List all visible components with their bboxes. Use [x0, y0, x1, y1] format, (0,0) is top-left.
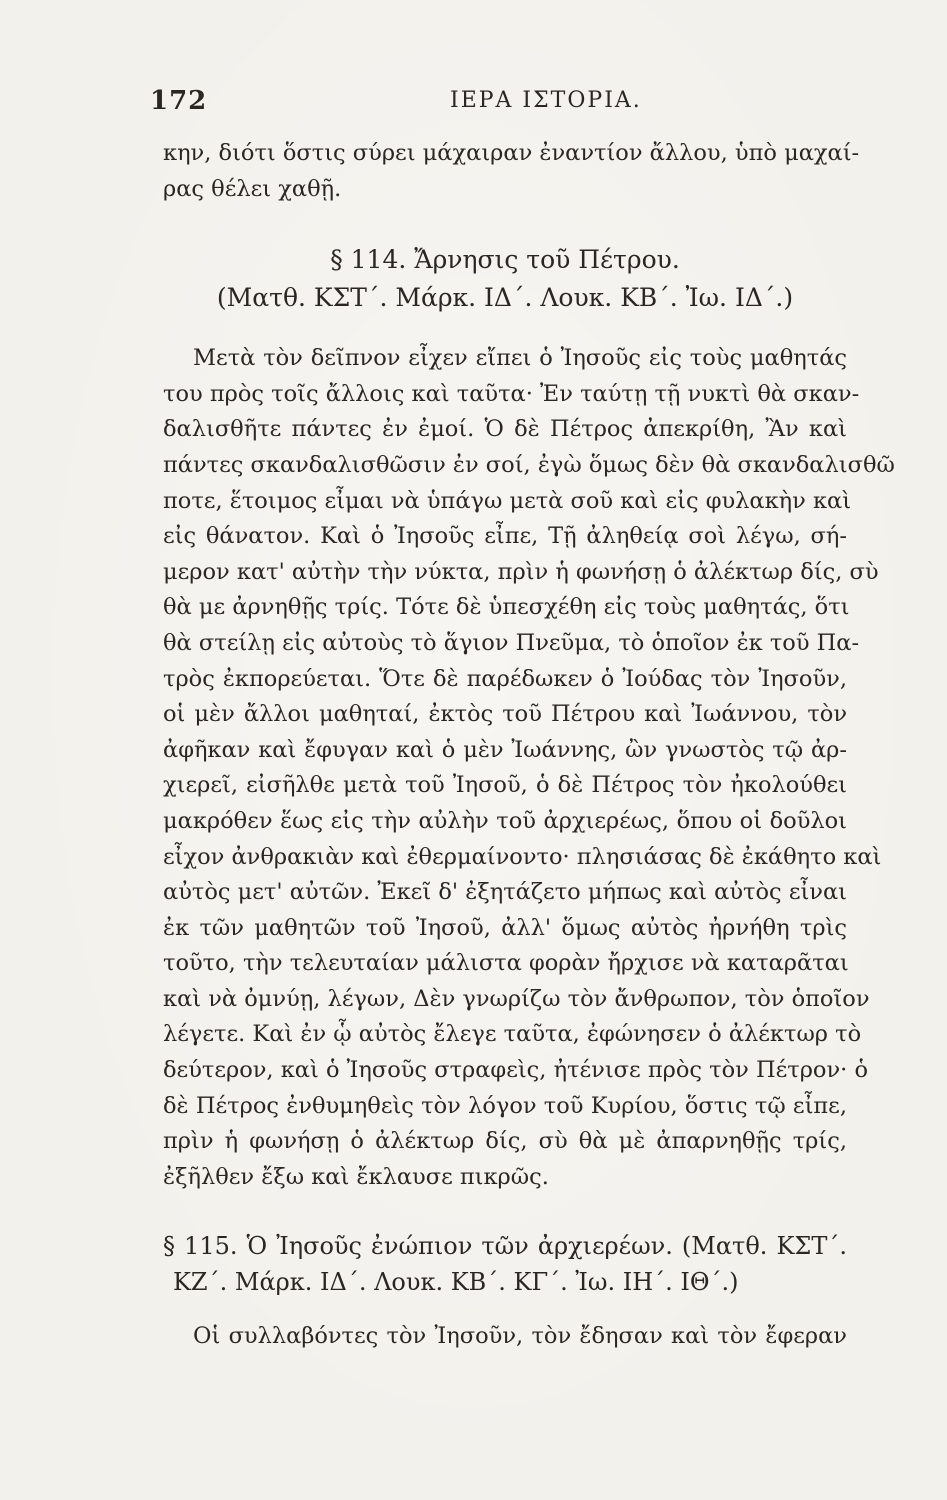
paragraph-line: δὲ Πέτρος ἐνθυμηθεὶς τὸν λόγον τοῦ Κυρίου, ὅστις τῷ εἶπε, — [163, 1092, 847, 1119]
paragraph-line: Μετὰ τὸν δεῖπνον εἶχεν εἴπει ὁ Ἰησοῦς εἰς τοὺς μαθητάς — [193, 345, 847, 372]
paragraph-line: τρὸς ἐκπορεύεται. Ὅτε δὲ παρέδωκεν ὁ Ἰούδας τὸν Ἰησοῦν, — [163, 665, 847, 692]
paragraph-line: θὰ στείλῃ εἰς αὐτοὺς τὸ ἅγιον Πνεῦμα, τὸ ὁποῖον ἐκ τοῦ Πα- — [163, 629, 860, 656]
paragraph-line: εἶχον ἀνθρακιὰν καὶ ἐθερμαίνοντο· πλησιάσας δὲ ἐκάθητο καὶ — [163, 843, 882, 870]
section-115-references: ΚΖ΄. Μάρκ. ΙΔ΄. Λουκ. ΚΒ΄. ΚΓ΄. Ἰω. ΙΗ΄. ΙΘ΄.) — [173, 1268, 739, 1297]
section-114-title: § 114. Ἄρνησις τοῦ Πέτρου. — [330, 245, 680, 275]
paragraph-line: ποτε, ἕτοιμος εἶμαι νὰ ὑπάγω μετὰ σοῦ καὶ εἰς φυλακὴν καὶ — [163, 487, 852, 514]
section-115-title: § 115. Ὁ Ἰησοῦς ἐνώπιον τῶν ἀρχιερέων. (Ματθ. ΚΣΤ΄. — [163, 1232, 847, 1261]
text-line: ρας θέλει χαθῇ. — [163, 175, 342, 202]
running-title: ΙΕΡΑ ΙΣΤΟΡΙΑ. — [450, 88, 642, 113]
paragraph-line: λέγετε. Καὶ ἐν ᾧ αὐτὸς ἔλεγε ταῦτα, ἐφώνησεν ὁ ἀλέκτωρ τὸ — [163, 1021, 862, 1048]
paragraph-line: δαλισθῆτε πάντες ἐν ἐμοί. Ὁ δὲ Πέτρος ἀπεκρίθη, Ἂν καὶ — [163, 416, 847, 443]
paragraph-line: πρὶν ἡ φωνήσῃ ὁ ἀλέκτωρ δίς, σὺ θὰ μὲ ἀπαρνηθῇς τρίς, — [163, 1128, 847, 1155]
section-114-body — [163, 341, 895, 1195]
section-114-references: (Ματθ. ΚΣΤ΄. Μάρκ. ΙΔ΄. Λουκ. ΚΒ΄. Ἰω. ΙΔ΄.) — [216, 283, 794, 313]
paragraph-line: δεύτερον, καὶ ὁ Ἰησοῦς στραφεὶς, ἠτένισε πρὸς τὸν Πέτρον· ὁ — [163, 1057, 868, 1084]
paragraph-line: καὶ νὰ ὀμνύῃ, λέγων, Δὲν γνωρίζω τὸν ἄνθρωπον, τὸν ὁποῖον — [163, 985, 870, 1012]
page-header — [150, 86, 850, 126]
paragraph-line: αὐτὸς μετ' αὐτῶν. Ἐκεῖ δ' ἐξητάζετο μήπως καὶ αὐτὸς εἶναι — [163, 879, 847, 906]
paragraph-line: τοῦτο, τὴν τελευταίαν μάλιστα φορὰν ἤρχισε νὰ καταρᾶται — [163, 950, 849, 977]
paragraph-line: οἱ μὲν ἄλλοι μαθηταί, ἐκτὸς τοῦ Πέτρου καὶ Ἰωάννου, τὸν — [163, 701, 847, 728]
text-line: κην, διότι ὅστις σύρει μάχαιραν ἐναντίον ἄλλου, ὑπὸ μαχαί- — [163, 140, 860, 166]
paragraph-line: χιερεῖ, εἰσῆλθε μετὰ τοῦ Ἰησοῦ, ὁ δὲ Πέτρος τὸν ἠκολούθει — [163, 772, 847, 799]
paragraph-line: εἰς θάνατον. Καὶ ὁ Ἰησοῦς εἶπε, Τῇ ἀληθείᾳ σοὶ λέγω, σή- — [163, 523, 847, 550]
paragraph-line: πάντες σκανδαλισθῶσιν ἐν σοί, ἐγὼ ὅμως δὲν θὰ σκανδαλισθῶ — [163, 451, 895, 478]
paragraph-line: μερον κατ' αὐτὴν τὴν νύκτα, πρὶν ἡ φωνήσῃ ὁ ἀλέκτωρ δίς, σὺ — [163, 558, 879, 585]
paragraph-line: ἐξῆλθεν ἔξω καὶ ἔκλαυσε πικρῶς. — [163, 1163, 549, 1190]
page-body — [163, 136, 895, 1354]
paragraph-line: του πρὸς τοῖς ἄλλοις καὶ ταῦτα· Ἐν ταύτῃ τῇ νυκτὶ θὰ σκαν- — [163, 380, 860, 407]
paragraph-line: θὰ με ἀρνηθῇς τρίς. Τότε δὲ ὑπεσχέθη εἰς τοὺς μαθητάς, ὅτι — [163, 594, 850, 621]
paragraph-line: μακρόθεν ἕως εἰς τὴν αὐλὴν τοῦ ἀρχιερέως, ὅπου οἱ δοῦλοι — [163, 807, 847, 834]
section-115-first-line: Οἱ συλλαβόντες τὸν Ἰησοῦν, τὸν ἔδησαν καὶ τὸν ἔφεραν — [193, 1322, 847, 1349]
page-number: 172 — [150, 86, 208, 116]
paragraph-line: ἐκ τῶν μαθητῶν τοῦ Ἰησοῦ, ἀλλ' ὅμως αὐτὸς ἠρνήθη τρὶς — [163, 914, 847, 941]
paragraph-line: ἀφῆκαν καὶ ἔφυγαν καὶ ὁ μὲν Ἰωάννης, ὢν γνωστὸς τῷ ἀρ- — [163, 736, 847, 763]
